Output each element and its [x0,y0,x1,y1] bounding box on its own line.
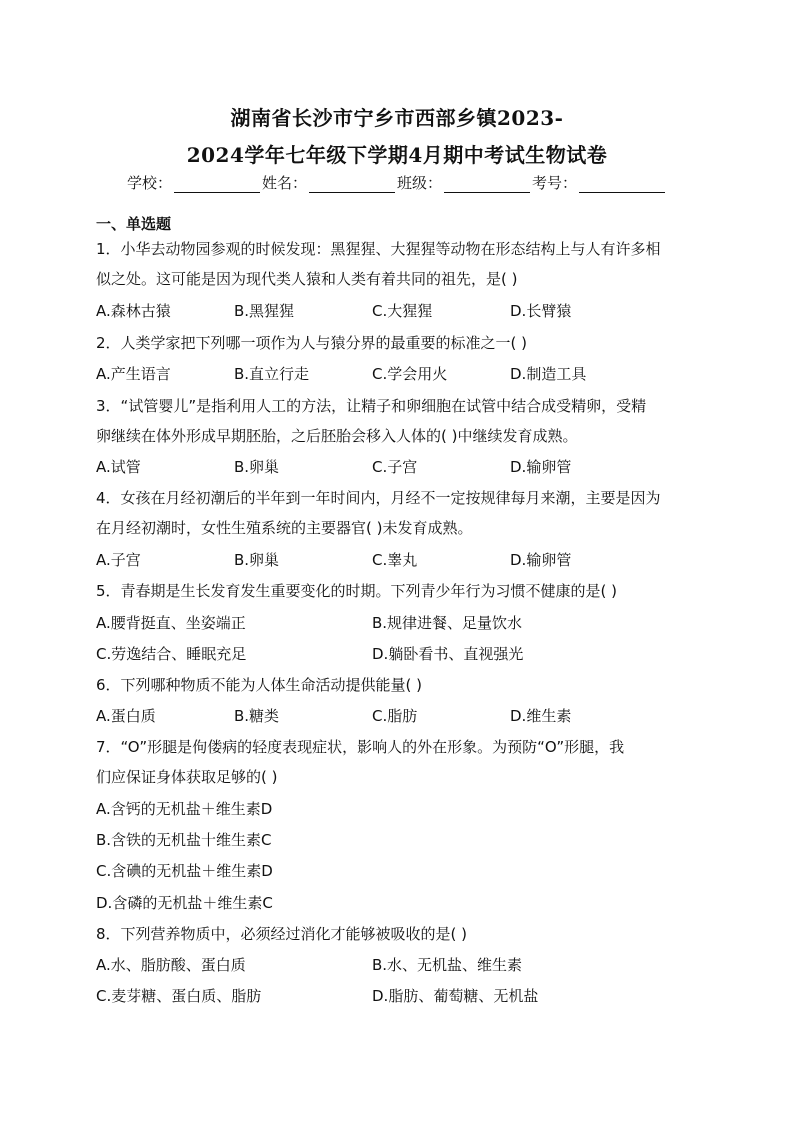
option[interactable]: A.森林古猿 [96,302,171,320]
option[interactable]: C.学会用火 [372,365,448,383]
question-text: 2．人类学家把下列哪一项作为人与猿分界的最重要的标准之一( ) [96,334,528,352]
exam-no-blank[interactable] [579,176,665,193]
option[interactable]: C.含碘的无机盐＋维生素D [96,862,273,880]
option[interactable]: D.制造工具 [510,365,587,383]
class-label: 班级： [397,174,443,192]
question-text: 4．女孩在月经初潮后的半年到一年时间内，月经不一定按规律每月来潮，主要是因为 [96,489,661,507]
school-blank[interactable] [174,176,260,193]
option[interactable]: D.躺卧看书、直视强光 [372,645,524,663]
option[interactable]: B.含铁的无机盐十维生素C [96,831,272,849]
name-label: 姓名： [261,174,307,192]
exam-no-label: 考号： [532,174,578,192]
option[interactable]: B.水、无机盐、维生素 [372,956,523,974]
option[interactable]: C.睾丸 [372,551,418,569]
option[interactable]: C.脂肪 [372,707,418,725]
question-text: 8．下列营养物质中，必须经过消化才能够被吸收的是( ) [96,925,468,943]
class-field[interactable] [397,172,532,193]
option[interactable]: D.长臂猿 [510,302,572,320]
question-text: 卵继续在体外形成早期胚胎，之后胚胎会移入人体的( )中继续发育成熟。 [96,427,578,445]
school-field[interactable] [127,172,262,193]
question-text: 似之处。这可能是因为现代类人猿和人类有着共同的祖先，是( ) [96,270,518,288]
option[interactable]: D.输卵管 [510,458,572,476]
exam-title-line-1: 湖南省长沙市宁乡市西部乡镇2023- [230,106,564,130]
option[interactable]: D.输卵管 [510,551,572,569]
exam-title-line-2: 2024学年七年级下学期4月期中考试生物试卷 [186,143,608,167]
option[interactable]: B.直立行走 [234,365,310,383]
option[interactable]: A.产生语言 [96,365,171,383]
option[interactable]: A.含钙的无机盐＋维生素D [96,800,273,818]
question-text: 5．青春期是生长发育发生重要变化的时期。下列青少年行为习惯不健康的是( ) [96,582,618,600]
student-info-row [0,172,794,193]
section-heading: 一、单选题 [96,215,172,233]
option[interactable]: C.大猩猩 [372,302,433,320]
option[interactable]: B.糖类 [234,707,280,725]
option[interactable]: A.水、脂肪酸、蛋白质 [96,956,246,974]
school-label: 学校： [126,174,172,192]
option[interactable]: A.试管 [96,458,141,476]
question-text: 们应保证身体获取足够的( ) [96,768,278,786]
option[interactable]: C.麦芽糖、蛋白质、脂肪 [96,987,262,1005]
option[interactable]: B.卵巢 [234,458,280,476]
option[interactable]: B.卵巢 [234,551,280,569]
name-blank[interactable] [309,176,395,193]
option[interactable]: C.子宫 [372,458,418,476]
question-text: 3．“试管婴儿”是指利用人工的方法，让精子和卵细胞在试管中结合成受精卵，受精 [96,397,647,415]
name-field[interactable] [262,172,397,193]
option[interactable]: C.劳逸结合、睡眠充足 [96,645,247,663]
option[interactable]: B.黑猩猩 [234,302,295,320]
question-text: 6．下列哪种物质不能为人体生命活动提供能量( ) [96,676,423,694]
option[interactable]: B.规律进餐、足量饮水 [372,614,523,632]
option[interactable]: A.子宫 [96,551,141,569]
option[interactable]: A.腰背挺直、坐姿端正 [96,614,246,632]
question-text: 7．“O”形腿是佝偻病的轻度表现症状，影响人的外在形象。为预防“O”形腿，我 [96,738,625,756]
class-blank[interactable] [444,176,530,193]
question-text: 1．小华去动物园参观的时候发现：黑猩猩、大猩猩等动物在形态结构上与人有许多相 [96,240,661,258]
option[interactable]: A.蛋白质 [96,707,156,725]
option[interactable]: D.维生素 [510,707,572,725]
option[interactable]: D.脂肪、葡萄糖、无机盐 [372,987,539,1005]
option[interactable]: D.含磷的无机盐＋维生素C [96,894,273,912]
exam-no-field[interactable] [532,172,667,193]
question-text: 在月经初潮时，女性生殖系统的主要器官( )未发育成熟。 [96,519,473,537]
